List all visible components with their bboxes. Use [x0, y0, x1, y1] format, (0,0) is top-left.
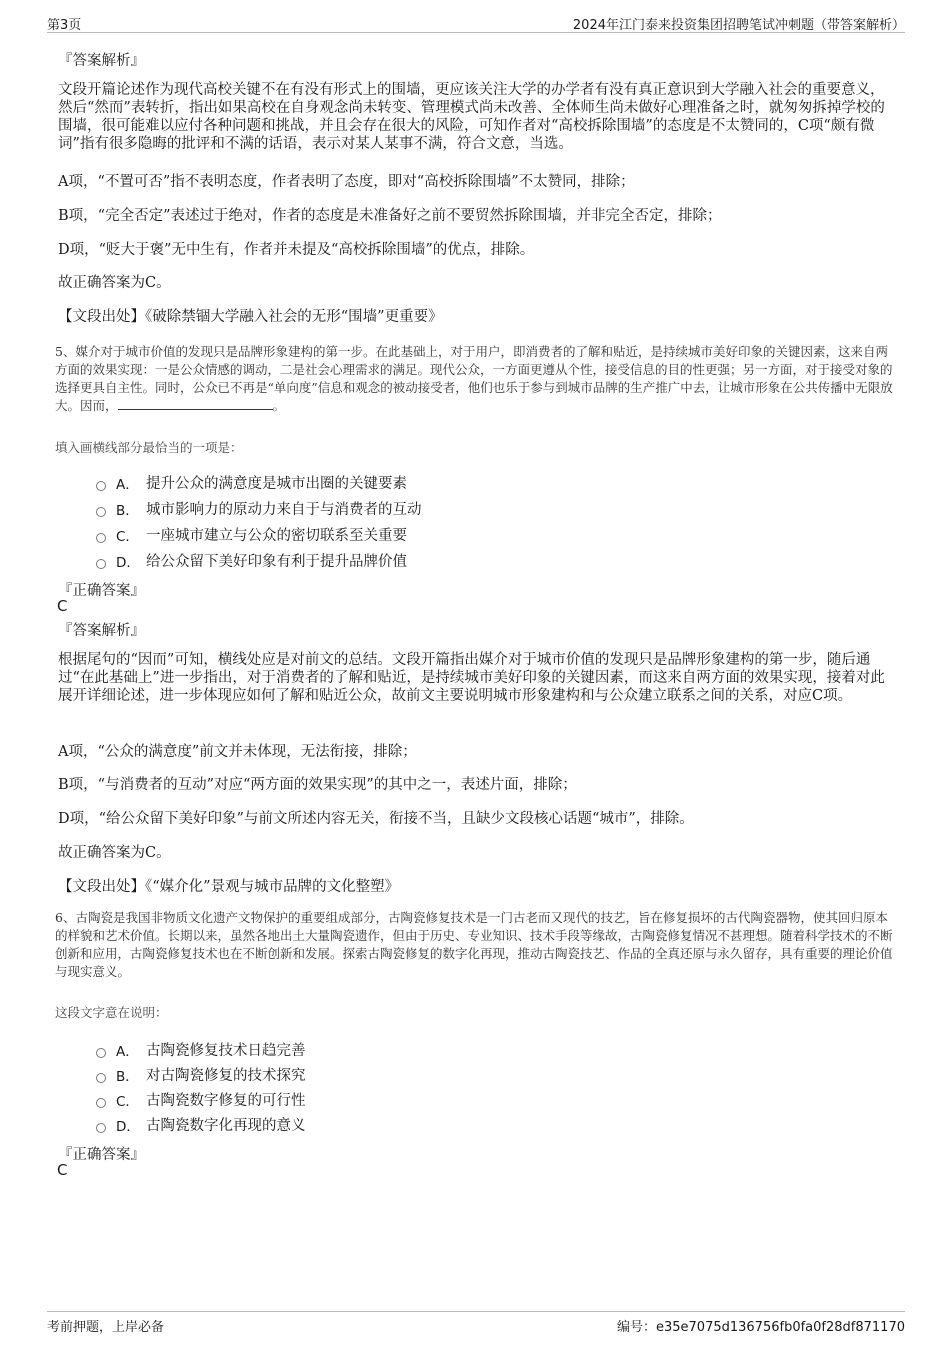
- q5-source: 【文段出处】《“媒介化”景观与城市品牌的文化整塑》: [58, 879, 400, 895]
- radio-icon[interactable]: [96, 533, 106, 543]
- q4-conclusion: 故正确答案为C。: [58, 275, 171, 291]
- q6-answer-label: 『正确答案』: [58, 1147, 145, 1163]
- q5-option-a-analysis: A项，“公众的满意度”前文并未体现，无法衔接，排除；: [58, 744, 417, 760]
- page-header: [47, 12, 905, 33]
- q5-option-b-analysis: B项，“与消费者的互动”对应“两方面的效果实现”的其中之一，表述片面，排除；: [58, 777, 577, 793]
- page-number: 第3页: [47, 18, 82, 33]
- q5-answer-label: 『正确答案』: [58, 583, 145, 599]
- radio-icon[interactable]: [96, 559, 106, 569]
- q6-answer: C: [57, 1161, 68, 1179]
- q5-option-d[interactable]: D． 给公众留下美好印象有利于提升品牌价值: [96, 550, 407, 571]
- radio-icon[interactable]: [96, 1048, 106, 1058]
- q5-option-a[interactable]: A． 提升公众的满意度是城市出圈的关键要素: [96, 472, 407, 493]
- radio-icon[interactable]: [96, 1073, 106, 1083]
- q5-prompt: 填入画横线部分最恰当的一项是：: [55, 440, 243, 455]
- q4-option-a-analysis: A项，“不置可否”指不表明态度，作者表明了态度，即对“高校拆除围墙”不太赞同，排除；: [58, 174, 635, 190]
- q4-option-d-analysis: D项，“贬大于褒”无中生有，作者并未提及“高校拆除围墙”的优点，排除。: [58, 242, 535, 258]
- q5-stem: 5、媒介对于城市价值的发现只是品牌形象建构的第一步。在此基础上，对于用户，即消费者的了解和贴近，是持续城市美好印象的关键因素，这来自两方面的效果实现：一是公众情感的调动，二是社会心理需求的满足。现代公众，一方面更遵从个性，接受信息的目的性更强；另一方面，对于接受对象的选择更具自主性。同时，公众已不再是“单向度”信息和观念的被动接受者，他们也乐于参与到城市品牌的生产推广中去，让城市形象在公共传播中无限放大。因而， 。: [55, 344, 893, 413]
- q5-option-c[interactable]: C． 一座城市建立与公众的密切联系至关重要: [96, 524, 407, 545]
- q5-analysis-label: 『答案解析』: [58, 623, 145, 639]
- q6-option-b[interactable]: B． 对古陶瓷修复的技术探究: [96, 1064, 306, 1085]
- q6-option-c[interactable]: C． 古陶瓷数字修复的可行性: [96, 1089, 306, 1110]
- q5-option-d-analysis: D项，“给公众留下美好印象”与前文所述内容无关，衔接不当，且缺少文段核心话题“城市”，排除。: [58, 811, 694, 827]
- radio-icon[interactable]: [96, 507, 106, 517]
- footer-slogan: 考前押题，上岸必备: [47, 1320, 165, 1335]
- document-title: 2024年江门泰来投资集团招聘笔试冲刺题（带答案解析）: [572, 18, 905, 33]
- q5-answer: C: [57, 597, 68, 615]
- q4-source: 【文段出处】《破除禁锢大学融入社会的无形“围墙”更重要》: [58, 309, 443, 325]
- q5-conclusion: 故正确答案为C。: [58, 845, 171, 861]
- document-id: 编号：e35e7075d136756fb0fa0f28df871170: [617, 1320, 905, 1335]
- q4-analysis-label: 『答案解析』: [58, 53, 145, 69]
- q4-option-b-analysis: B项，“完全否定”表述过于绝对，作者的态度是未准备好之前不要贸然拆除围墙，并非完全否定，排除；: [58, 208, 722, 224]
- radio-icon[interactable]: [96, 481, 106, 491]
- radio-icon[interactable]: [96, 1098, 106, 1108]
- q5-analysis-text: 根据尾句的“因而”可知，横线处应是对前文的总结。文段开篇指出媒介对于城市价值的发现只是品牌形象建构的第一步，随后通过“在此基础上”进一步指出，对于消费者的了解和贴近，是持续城市美好印象的关键因素，而这来自两方面的效果实现，接着对此展开详细论述，进一步体现应如何了解和贴近公众，故前文主要说明城市形象建构和与公众建立联系之间的关系，对应C项。: [58, 652, 885, 704]
- page-footer: [47, 1311, 905, 1334]
- q6-stem: 6、古陶瓷是我国非物质文化遗产文物保护的重要组成部分，古陶瓷修复技术是一门古老而又现代的技艺，旨在修复损坏的古代陶瓷器物，使其回归原本的样貌和艺术价值。长期以来，虽然各地出土大量陶瓷遗作，但由于历史、专业知识、技术手段等缘故，古陶瓷修复情况不甚理想。随着科学技术的不断创新和应用，古陶瓷修复技术也在不断创新和发展。探索古陶瓷修复的数字化再现，推动古陶瓷技艺、作品的全真还原与永久留存，具有重要的理论价值与现实意义。: [55, 910, 893, 979]
- q4-analysis-text: 文段开篇论述作为现代高校关键不在有没有形式上的围墙，更应该关注大学的办学者有没有真正意识到大学融入社会的重要意义，然后“然而”表转折，指出如果高校在自身观念尚未转变、管理模式尚未改善、全体师生尚未做好心理准备之时，就匆匆拆掉学校的围墙，很可能难以应付各种问题和挑战，并且会存在很大的风险，可知作者对“高校拆除围墙”的态度是不太赞同的，C项“颇有微词”指有很多隐晦的批评和不满的话语，表示对某人某事不满，符合文意，当选。: [58, 82, 885, 152]
- q5-option-b[interactable]: B． 城市影响力的原动力来自于与消费者的互动: [96, 498, 422, 519]
- q6-option-d[interactable]: D． 古陶瓷数字化再现的意义: [96, 1114, 306, 1135]
- radio-icon[interactable]: [96, 1123, 106, 1133]
- q6-prompt: 这段文字意在说明：: [55, 1005, 168, 1020]
- answer-blank: [118, 397, 273, 410]
- q6-option-a[interactable]: A． 古陶瓷修复技术日趋完善: [96, 1039, 306, 1060]
